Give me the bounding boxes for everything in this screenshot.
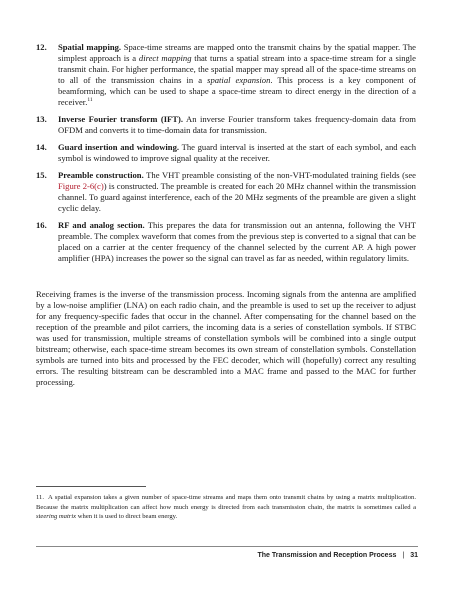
body-paragraph-receiving: Receiving frames is the inverse of the transmission process. Incoming signals from the antenna are amplified by a low-noise amplifier (LNA) on each radio chain, and the preamble is used to set up the receiver to adjust for any frequency-specific fades that occur in the channel. After compensating for the channel based on the reception of the preamble and pilot carriers, the incoming data is a series of constellation symbols. If STBC was used for transmission, multiple streams of constellation symbols will be combined into a single output bitstream; otherwise, each space-time stream becomes its own stream of constellation symbols. Constellation symbols are turned into bits and processed by the FEC decoder, which will (hopefully) correct any resulting errors. The resulting bitstream can be descrambled into a MAC frame and passed to the MAC for further processing. [36,289,416,387]
item-emphasis: spatial expansion [207,75,271,85]
item-text: The VHT preamble consisting of the non-VHT-modulated training fields (see [143,170,416,180]
footnote-text: when it is used to direct beam energy. [76,513,178,521]
item-text: An inverse Fourier transform takes frequency-domain data from OFDM and converts it to time-domain data for transmission. [58,114,416,135]
list-item-inverse-fourier-transform [36,114,416,136]
page-footer [257,552,418,559]
list-item-spatial-mapping [36,42,416,108]
page-number: 31 [410,552,418,559]
item-number: 14. [36,142,47,152]
list-item-preamble-construction [36,170,416,214]
footnote-number: 11. [36,494,44,501]
item-text: . This process is a key component of beamforming, which can be used to shape a space-time stream to direct energy in the direction of a receiver. [58,75,416,107]
item-text: Space-time streams are mapped onto the transmit chains by the spatial mapper. The simplest approach is a [58,42,416,63]
footer-divider [36,546,418,547]
footnote-text: A spatial expansion takes a given number of space-time streams and maps them onto transmit chains by using a matrix multiplication. Because the matrix multiplication can affect how much energy is directed from each transmission chain, the matrix is sometimes called a [36,494,416,511]
item-number: 15. [36,170,47,180]
footnote-reference[interactable]: 11 [87,97,93,104]
item-text: that turns a spatial stream into a space-time stream for a single transmit chain. For higher performance, the spatial mapper may spread all of the space-time streams on to all of the transmission chains in a [58,53,417,85]
item-term: Preamble construction. [58,170,144,180]
list-item-guard-insertion [36,142,416,164]
footnote-emphasis: steering matrix [36,513,77,521]
figure-link[interactable]: Figure 2-6(c) [58,181,104,191]
item-number: 16. [36,220,47,230]
item-emphasis: direct mapping [138,53,192,63]
footnote [36,493,416,522]
item-term: RF and analog section. [58,220,145,230]
footer-separator: | [402,552,405,559]
running-footer-title: The Transmission and Reception Process [257,552,397,559]
list-item-rf-analog [36,220,416,264]
item-text: The guard interval is inserted at the start of each symbol, and each symbol is windowed to improve signal quality at the receiver. [58,142,416,163]
item-number: 13. [36,114,47,124]
item-term: Spatial mapping. [58,42,122,52]
item-term: Inverse Fourier transform (IFT). [58,114,184,124]
numbered-step-list [36,42,416,270]
item-number: 12. [36,42,47,52]
item-term: Guard insertion and windowing. [58,142,180,152]
item-text: This prepares the data for transmission out an antenna, following the VHT preamble. The complex waveform that comes from the previous step is converted to a signal that can be placed on a carrier at the center frequency of the channel selected by the current AP. A high power amplifier (HPA) increases the power so the signal can travel as far as needed, within regulatory limits. [58,220,416,263]
footnote-divider [36,486,146,487]
item-text: ) is constructed. The preamble is created for each 20 MHz channel within the transmission channel. To guard against interference, each of the 20 MHz segments of the preamble are given a slight cyclic delay. [58,181,416,213]
